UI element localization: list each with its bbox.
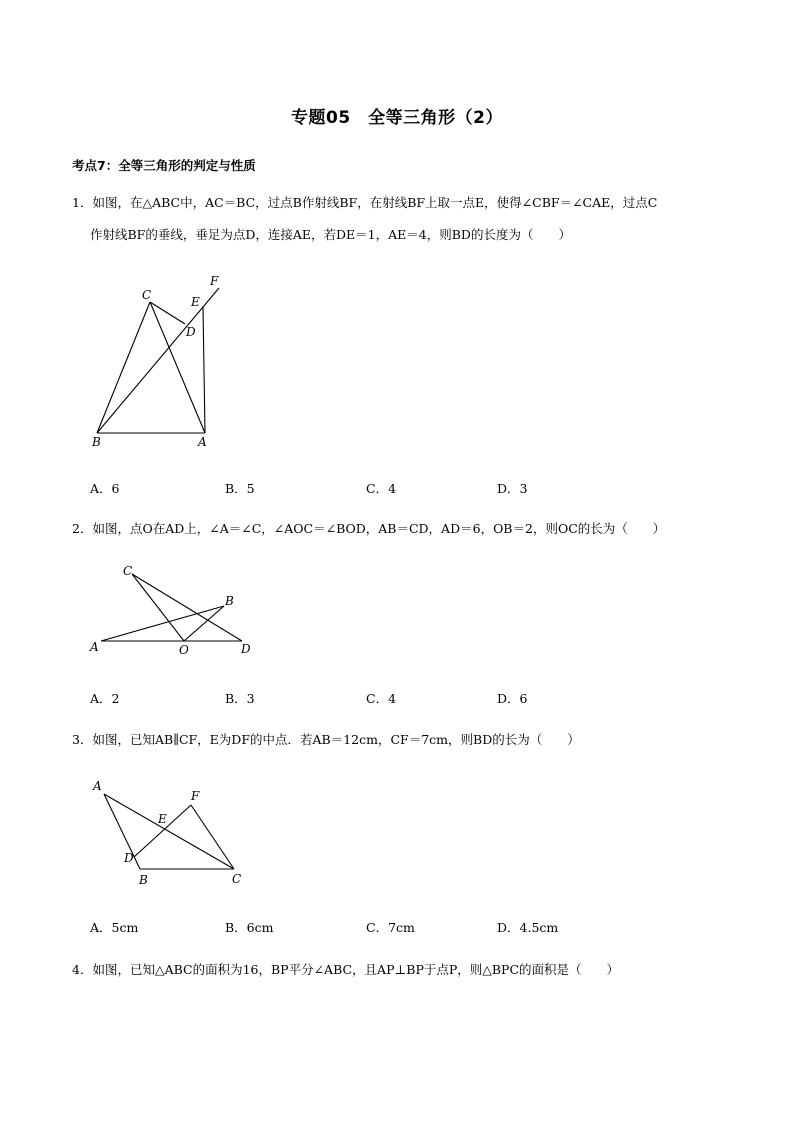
label-o: O bbox=[179, 643, 189, 657]
question-3-option-d: D．4.5cm bbox=[497, 920, 559, 935]
question-3-option-a: A．5cm bbox=[90, 920, 139, 935]
question-2-option-c: C．4 bbox=[366, 691, 397, 706]
segment-ab bbox=[104, 794, 140, 869]
label-a: A bbox=[198, 435, 207, 449]
label-a: A bbox=[93, 779, 102, 793]
label-b: B bbox=[225, 594, 234, 608]
page-title: 专题05 全等三角形（2） bbox=[291, 108, 503, 128]
topic-heading: 考点7：全等三角形的判定与性质 bbox=[72, 158, 256, 173]
label-c: C bbox=[142, 288, 152, 302]
question-2-option-b: B．3 bbox=[225, 691, 255, 706]
question-2-option-d: D．6 bbox=[497, 691, 528, 706]
label-c: C bbox=[123, 564, 133, 578]
label-a: A bbox=[90, 640, 99, 654]
question-1-option-a: A．6 bbox=[90, 481, 120, 496]
question-4-line-1: 4．如图，已知△ABC的面积为16，BP平分∠ABC，且AP⊥BP于点P，则△BPC的面积是（ ） bbox=[72, 962, 620, 977]
question-3-line-1: 3．如图，已知AB∥CF，E为DF的中点．若AB＝12cm，CF＝7cm，则BD的长为（ ） bbox=[72, 732, 580, 747]
question-1-line-1: 1．如图，在△ABC中，AC＝BC，过点B作射线BF，在射线BF上取一点E，使得∠CBF＝∠CAE，过点C bbox=[72, 195, 658, 210]
question-1-option-c: C．4 bbox=[366, 481, 397, 496]
question-3-option-b: B．6cm bbox=[225, 920, 274, 935]
question-3-option-c: C．7cm bbox=[366, 920, 415, 935]
question-1-option-d: D．3 bbox=[497, 481, 528, 496]
label-c: C bbox=[232, 872, 242, 886]
label-b: B bbox=[139, 873, 148, 887]
label-d: D bbox=[124, 851, 134, 865]
label-e: E bbox=[191, 295, 200, 309]
label-e: E bbox=[158, 812, 167, 826]
label-f: F bbox=[191, 789, 200, 803]
label-b: B bbox=[92, 435, 101, 449]
segment-fc bbox=[191, 805, 234, 869]
label-f: F bbox=[210, 274, 219, 288]
question-1-option-b: B．5 bbox=[225, 481, 255, 496]
question-2-line-1: 2．如图，点O在AD上，∠A＝∠C，∠AOC＝∠BOD，AB＝CD，AD＝6，OB＝2，则OC的长为（ ） bbox=[72, 521, 666, 536]
label-d: D bbox=[186, 325, 196, 339]
question-2-option-a: A．2 bbox=[90, 691, 120, 706]
question-1-line-2: 作射线BF的垂线，垂足为点D，连接AE，若DE＝1，AE＝4，则BD的长度为（ ） bbox=[90, 227, 571, 242]
label-d: D bbox=[241, 642, 251, 656]
